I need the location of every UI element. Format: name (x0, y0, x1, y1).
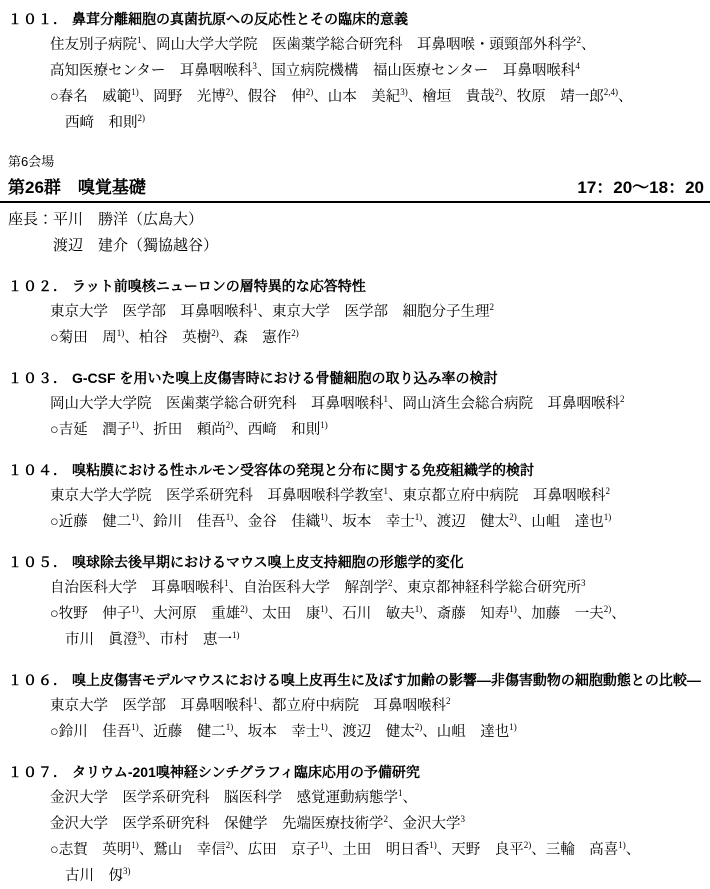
item-title: 嗅粘膜における性ホルモン受容体の発現と分布に関する免疫組織学的検討 (72, 462, 534, 478)
superscript-ref: 1) (131, 840, 139, 851)
superscript-ref: 1 (253, 696, 258, 707)
item-title: 鼻茸分離細胞の真菌抗原への反応性とその臨床的意義 (72, 11, 408, 27)
superscript-ref: 2) (225, 87, 234, 98)
affiliation-line: 東京大学 医学部 耳鼻咽喉科$^1$、東京大学 医学部 細胞分子生理$^2$ (50, 302, 494, 320)
superscript-ref: 2) (211, 328, 219, 339)
affiliation-line: 金沢大学 医学系研究科 保健学 先端医療技術学$^2$、金沢大学$^3$ (50, 814, 465, 832)
item-body (50, 575, 702, 653)
item-title: G-CSF を用いた嗅上皮傷害時における骨髄細胞の取り込み率の検討 (72, 370, 498, 386)
author-line: ○志賀 英明$^{1)}$、鷲山 幸信$^{2)}$、広田 京子$^{1)}$、土田 明日香$^{1)}$、天野 良平$^{2)}$、三輪 高喜$^{1)}$、 (50, 840, 641, 858)
item-head (8, 365, 702, 391)
item-number: １０２． (8, 278, 68, 294)
presentation-item (8, 273, 702, 351)
superscript-ref: 1) (225, 722, 234, 733)
item-number: １０３． (8, 370, 68, 386)
item-head (8, 549, 702, 575)
superscript-ref: 3) (123, 866, 131, 877)
session-items (8, 273, 702, 889)
author-line: 古川 仭$^{3)}$ (65, 866, 131, 884)
affiliation-line: 東京大学大学院 医学系研究科 耳鼻咽喉科学教室$^1$、東京都立府中病院 耳鼻咽喉科$^2$ (50, 486, 610, 504)
item-head (8, 667, 702, 693)
presentation-item (8, 6, 702, 136)
affiliation-line: 東京大学 医学部 耳鼻咽喉科$^1$、都立府中病院 耳鼻咽喉科$^2$ (50, 696, 451, 714)
superscript-ref: 1) (131, 87, 139, 98)
superscript-ref: 1 (137, 35, 142, 46)
superscript-ref: 2) (603, 604, 612, 615)
superscript-ref: 2 (383, 814, 388, 825)
author-line: ○菊田 周$^{1)}$、柏谷 英樹$^{2)}$、森 憲作$^{2)}$ (50, 328, 299, 346)
superscript-ref: 1 (224, 578, 229, 589)
superscript-ref: 1) (320, 512, 328, 523)
superscript-ref: 1) (414, 512, 423, 523)
superscript-ref: 2) (240, 604, 248, 615)
session-time: 17：20～18：20 (577, 178, 704, 197)
presentation-item (8, 759, 702, 889)
superscript-ref: 1) (131, 512, 139, 523)
chair-line: 座長：平川 勝洋（広島大） (8, 211, 204, 228)
item-body (50, 785, 702, 889)
affiliation-line: 自治医科大学 耳鼻咽喉科$^1$、自治医科大学 解剖学$^2$、東京都神経科学総合研究所$^3$ (50, 578, 586, 596)
item-number: １０５． (8, 554, 68, 570)
superscript-ref: 1) (320, 840, 328, 851)
superscript-ref: 1 (253, 302, 258, 313)
superscript-ref: 2) (414, 722, 423, 733)
item-number: １０１． (8, 11, 68, 27)
superscript-ref: 1) (603, 512, 612, 523)
superscript-ref: 1) (232, 630, 240, 641)
superscript-ref: 1) (618, 840, 626, 851)
superscript-ref: 4 (575, 61, 580, 72)
superscript-ref: 2 (446, 696, 451, 707)
presentation-item (8, 365, 702, 443)
affiliation-line: 金沢大学 医学系研究科 脳医科学 感覚運動病態学$^1$、 (50, 788, 417, 806)
author-line: ○近藤 健二$^{1)}$、鈴川 佳吾$^{1)}$、金谷 佳織$^{1)}$、坂本 幸士$^{1)}$、渡辺 健太$^{2)}$、山岨 達也$^{1)}$ (50, 512, 612, 530)
superscript-ref: 1) (509, 722, 517, 733)
item-head (8, 759, 702, 785)
affiliation-line: 岡山大学大学院 医歯薬学総合研究科 耳鼻咽喉科$^1$、岡山済生会総合病院 耳鼻咽喉科$^2$ (50, 394, 625, 412)
superscript-ref: 3 (252, 61, 257, 72)
item-title: 嗅上皮傷害モデルマウスにおける嗅上皮再生に及ぼす加齢の影響―非傷害動物の細胞動態との比較― (72, 672, 701, 688)
superscript-ref: 1) (429, 840, 437, 851)
chair-line: 渡辺 建介（獨協越谷） (53, 237, 219, 254)
superscript-ref: 2) (137, 113, 145, 124)
superscript-ref: 2) (225, 420, 234, 431)
item-number: １０７． (8, 764, 68, 780)
affiliation-line: 高知医療センター 耳鼻咽喉科$^3$、国立病院機構 福山医療センター 耳鼻咽喉科$^4$ (50, 61, 580, 79)
item-number: １０６． (8, 672, 68, 688)
superscript-ref: 1) (131, 722, 139, 733)
item-title: タリウム-201嗅神経シンチグラフィ臨床応用の予備研究 (72, 764, 420, 780)
superscript-ref: 2) (523, 840, 532, 851)
session-title-bar (0, 176, 710, 203)
superscript-ref: 2,4) (603, 87, 619, 98)
superscript-ref: 2) (291, 328, 299, 339)
item-number: １０４． (8, 462, 68, 478)
item-title: ラット前嗅核ニューロンの層特異的な応答特性 (72, 278, 366, 294)
item-head (8, 457, 702, 483)
presentation-item (8, 549, 702, 653)
item-body (50, 483, 702, 535)
superscript-ref: 1) (320, 604, 328, 615)
session-group-title: 第26群 嗅覚基礎 (8, 178, 146, 197)
item-head (8, 273, 702, 299)
item-body (50, 32, 702, 136)
superscript-ref: 3 (460, 814, 465, 825)
author-line: 西﨑 和則$^{2)}$ (65, 113, 145, 131)
superscript-ref: 1) (509, 604, 517, 615)
superscript-ref: 1) (320, 420, 328, 431)
superscript-ref: 2) (509, 512, 517, 523)
item-body (50, 299, 702, 351)
presentation-item (8, 457, 702, 535)
superscript-ref: 3 (581, 578, 586, 589)
superscript-ref: 2) (305, 87, 314, 98)
superscript-ref: 2 (489, 302, 494, 313)
superscript-ref: 1) (116, 328, 125, 339)
affiliation-line: 住友別子病院$^1$、岡山大学大学院 医歯薬学総合研究科 耳鼻咽喉・頭頸部外科学$^2$、 (50, 35, 596, 53)
superscript-ref: 1) (131, 420, 139, 431)
author-line: ○牧野 伸子$^{1)}$、大河原 重雄$^{2)}$、太田 康$^{1)}$、石川 敏夫$^{1)}$、斎藤 知寿$^{1)}$、加藤 一夫$^{2)}$、 (50, 604, 626, 622)
item-body (50, 693, 702, 745)
superscript-ref: 2 (576, 35, 581, 46)
superscript-ref: 1) (320, 722, 328, 733)
author-line: ○鈴川 佳吾$^{1)}$、近藤 健二$^{1)}$、坂本 幸士$^{1)}$、渡辺 健太$^{2)}$、山岨 達也$^{1)}$ (50, 722, 517, 740)
superscript-ref: 1 (398, 788, 403, 799)
superscript-ref: 3) (400, 87, 408, 98)
item-title: 嗅球除去後早期におけるマウス嗅上皮支持細胞の形態学的変化 (72, 554, 464, 570)
superscript-ref: 2 (388, 578, 393, 589)
superscript-ref: 1) (131, 604, 139, 615)
superscript-ref: 2) (494, 87, 503, 98)
superscript-ref: 2) (225, 840, 234, 851)
venue-label: 第6会場 (8, 154, 55, 169)
superscript-ref: 3) (137, 630, 145, 641)
superscript-ref: 1) (414, 604, 423, 615)
superscript-ref: 1 (383, 486, 388, 497)
superscript-ref: 1) (225, 512, 234, 523)
session-header (8, 150, 702, 259)
presentation-item (8, 667, 702, 745)
superscript-ref: 2 (605, 486, 610, 497)
superscript-ref: 2 (620, 394, 625, 405)
pre-session-items (8, 6, 702, 136)
author-line: 市川 眞澄$^{3)}$、市村 恵一$^{1)}$ (65, 630, 240, 648)
author-line: ○春名 威範$^{1)}$、岡野 光博$^{2)}$、假谷 伸$^{2)}$、山本 美紀$^{3)}$、檜垣 貴哉$^{2)}$、牧原 靖一郎$^{2,4)}$、 (50, 87, 633, 105)
superscript-ref: 1 (383, 394, 388, 405)
item-body (50, 391, 702, 443)
item-head (8, 6, 702, 32)
author-line: ○吉延 潤子$^{1)}$、折田 頼尚$^{2)}$、西﨑 和則$^{1)}$ (50, 420, 328, 438)
